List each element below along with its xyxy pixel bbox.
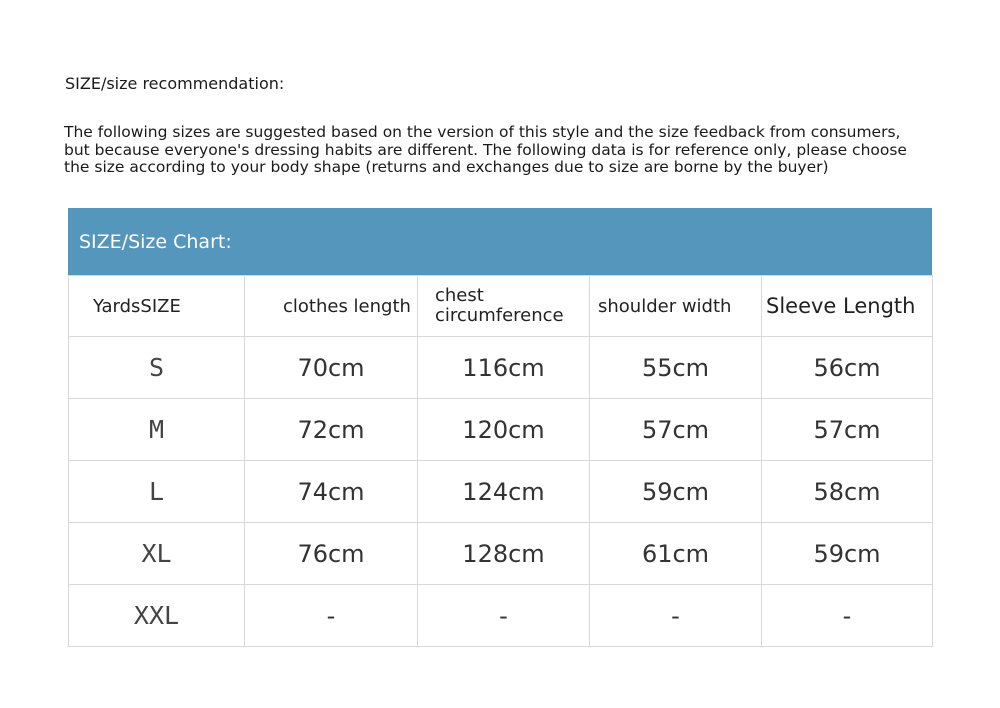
intro-line: but because everyone's dressing habits are different. The following data is for reference only, please choose bbox=[64, 140, 907, 159]
size-chart-banner bbox=[68, 208, 932, 275]
table-row bbox=[69, 461, 933, 523]
size-cell: L bbox=[69, 461, 245, 523]
column-header-size: YardsSIZE bbox=[69, 276, 245, 337]
shoulder-width-cell: 57cm bbox=[590, 399, 762, 461]
clothes-length-cell: 72cm bbox=[245, 399, 418, 461]
size-cell: XXL bbox=[69, 585, 245, 647]
shoulder-width-cell: - bbox=[590, 585, 762, 647]
clothes-length-cell: 70cm bbox=[245, 337, 418, 399]
table-row bbox=[69, 523, 933, 585]
intro-line: the size according to your body shape (returns and exchanges due to size are borne by the buyer) bbox=[64, 158, 829, 176]
sleeve-length-cell: - bbox=[762, 585, 933, 647]
sleeve-length-cell: 59cm bbox=[762, 523, 933, 585]
size-chart bbox=[68, 208, 932, 647]
table-row bbox=[69, 337, 933, 399]
column-header-chest-circumference: chest circumference bbox=[418, 276, 590, 337]
sleeve-length-cell: 58cm bbox=[762, 461, 933, 523]
table-row bbox=[69, 399, 933, 461]
chest-circumference-cell: 120cm bbox=[418, 399, 590, 461]
intro-line: The following sizes are suggested based on the version of this style and the size feedback from consumers, bbox=[64, 123, 901, 141]
page-heading: SIZE/size recommendation: bbox=[65, 74, 285, 93]
sleeve-length-cell: 56cm bbox=[762, 337, 933, 399]
size-cell: XL bbox=[69, 523, 245, 585]
column-header-shoulder-width: shoulder width bbox=[590, 276, 762, 337]
shoulder-width-cell: 59cm bbox=[590, 461, 762, 523]
chest-circumference-cell: 116cm bbox=[418, 337, 590, 399]
chest-circumference-cell: 128cm bbox=[418, 523, 590, 585]
column-header-clothes-length: clothes length bbox=[245, 276, 418, 337]
intro-paragraph bbox=[64, 124, 944, 177]
size-cell: S bbox=[69, 337, 245, 399]
clothes-length-cell: 76cm bbox=[245, 523, 418, 585]
shoulder-width-cell: 55cm bbox=[590, 337, 762, 399]
sleeve-length-cell: 57cm bbox=[762, 399, 933, 461]
shoulder-width-cell: 61cm bbox=[590, 523, 762, 585]
size-chart-title: SIZE/Size Chart: bbox=[79, 230, 232, 253]
table-row bbox=[69, 585, 933, 647]
chest-circumference-cell: - bbox=[418, 585, 590, 647]
size-table bbox=[68, 275, 933, 647]
size-cell: M bbox=[69, 399, 245, 461]
chest-circumference-cell: 124cm bbox=[418, 461, 590, 523]
column-header-sleeve-length: Sleeve Length bbox=[762, 276, 933, 337]
clothes-length-cell: 74cm bbox=[245, 461, 418, 523]
clothes-length-cell: - bbox=[245, 585, 418, 647]
table-header-row bbox=[69, 276, 933, 337]
